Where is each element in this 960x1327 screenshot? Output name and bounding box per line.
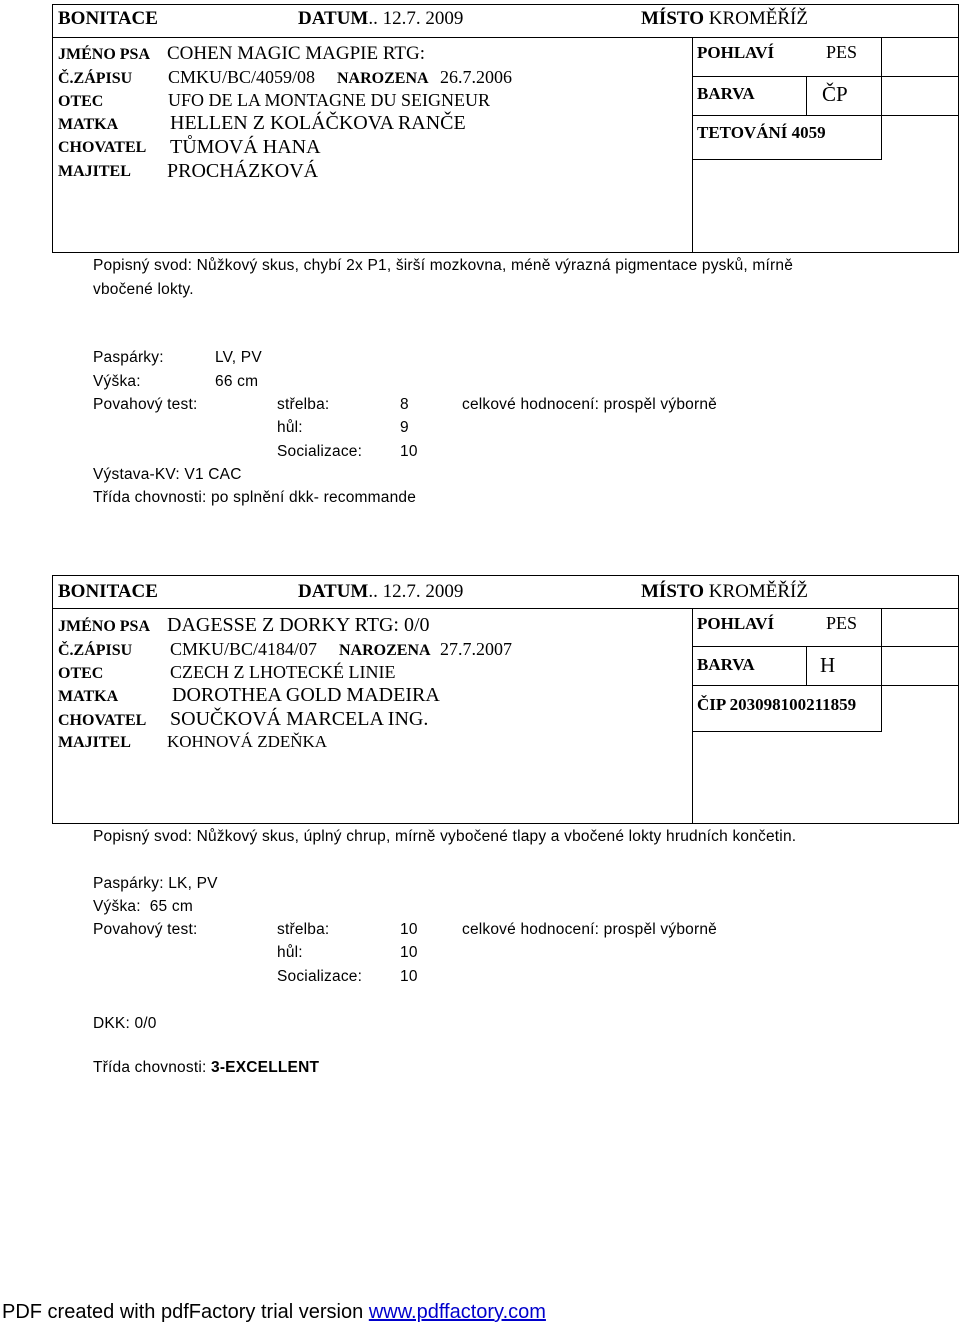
vyska-value: 66 cm [215, 373, 259, 390]
matka-label: MATKA [58, 116, 119, 133]
record-2-side-rule-2 [692, 685, 959, 686]
misto-label: MÍSTO [641, 8, 705, 29]
cip-value: 203098100211859 [729, 695, 857, 714]
datum-field [298, 8, 463, 30]
record-1-divider [692, 37, 693, 253]
datum-value: .. 12.7. 2009 [368, 581, 464, 602]
pdf-footer [2, 1301, 546, 1324]
chovatel-label: CHOVATEL [58, 712, 147, 729]
otec-label: OTEC [58, 93, 104, 110]
jmeno-label: JMÉNO PSA [58, 618, 150, 635]
footer-text: PDF created with pdfFactory trial version [2, 1301, 364, 1323]
strelba-label: střelba: [277, 396, 330, 413]
socializace-value: 10 [400, 443, 418, 460]
chovatel-value: TŮMOVÁ HANA [170, 136, 321, 158]
majitel-value: PROCHÁZKOVÁ [167, 160, 319, 182]
pohlavi-value: PES [826, 42, 858, 62]
record-1-side-rule-2 [692, 115, 959, 116]
record-2-side-rule-1 [692, 646, 959, 647]
trida-label: Třída chovnosti: [93, 1059, 207, 1076]
celkove-hodnoceni: celkové hodnocení: prospěl výborně [462, 921, 717, 938]
hul-label: hůl: [277, 944, 303, 961]
vystava: Výstava-KV: V1 CAC [93, 466, 242, 483]
record-2-divider [692, 608, 693, 824]
barva-value: ČP [822, 82, 848, 106]
barva-value: H [820, 653, 836, 677]
socializace-label: Socializace: [277, 968, 363, 985]
trida-chovnosti: Třída chovnosti: po splnění dkk- recommande [93, 489, 417, 506]
vyska: Výška: 65 cm [93, 898, 193, 915]
strelba-label: střelba: [277, 921, 330, 938]
paspárky-value: LV, PV [215, 349, 262, 366]
jmeno-value: COHEN MAGIC MAGPIE RTG: [167, 43, 426, 64]
pohlavi-label: POHLAVÍ [697, 614, 775, 633]
zapisu-label: Č.ZÁPISU [58, 70, 133, 87]
misto-value: KROMĚŘÍŽ [708, 8, 808, 29]
majitel-label: MAJITEL [58, 163, 131, 180]
socializace-label: Socializace: [277, 443, 363, 460]
hul-value: 10 [400, 944, 418, 961]
zapisu-value: CMKU/BC/4184/07 [170, 639, 318, 659]
record-2-side-rule-3 [692, 731, 882, 732]
narozena-label: NAROZENA [337, 70, 429, 87]
chovatel-value: SOUČKOVÁ MARCELA ING. [170, 708, 429, 730]
barva-label: BARVA [697, 655, 755, 674]
record-1-side-rule-5 [881, 37, 882, 159]
record-2-header-box [52, 575, 959, 609]
datum-field [298, 581, 463, 603]
majitel-value: KOHNOVÁ ZDEŇKA [167, 732, 328, 751]
datum-label: DATUM [298, 581, 369, 602]
popis-svod-line-2: vbočené lokty. [93, 281, 194, 298]
tetovani-label: TETOVÁNÍ [697, 123, 788, 142]
paspárky-label: Paspárky: [93, 349, 164, 366]
misto-field [641, 581, 808, 603]
popis-svod-line-1: Popisný svod: Nůžkový skus, úplný chrup, mírně vybočené tlapy a vbočené lokty hrudních končetin. [93, 828, 797, 845]
bonitace-label: BONITACE [58, 581, 158, 602]
otec-value: UFO DE LA MONTAGNE DU SEIGNEUR [168, 90, 491, 110]
record-2-side-rule-5 [881, 608, 882, 731]
narozena-value: 27.7.2007 [440, 639, 512, 659]
zapisu-value: CMKU/BC/4059/08 [168, 67, 316, 87]
pohlavi-value: PES [826, 613, 858, 633]
hul-value: 9 [400, 419, 409, 436]
narozena-value: 26.7.2006 [440, 67, 512, 87]
misto-value: KROMĚŘÍŽ [708, 581, 808, 602]
majitel-label: MAJITEL [58, 734, 131, 751]
strelba-value: 8 [400, 396, 409, 413]
datum-value: .. 12.7. 2009 [368, 8, 464, 29]
chovatel-label: CHOVATEL [58, 139, 147, 156]
matka-value: DOROTHEA GOLD MADEIRA [172, 684, 440, 706]
jmeno-label: JMÉNO PSA [58, 46, 150, 63]
barva-label: BARVA [697, 84, 755, 103]
datum-label: DATUM [298, 8, 369, 29]
otec-label: OTEC [58, 665, 104, 682]
record-1-side-rule-4 [806, 76, 807, 115]
dkk: DKK: 0/0 [93, 1015, 157, 1032]
strelba-value: 10 [400, 921, 418, 938]
tetovani-value: 4059 [791, 123, 826, 142]
povahovy-test-label: Povahový test: [93, 396, 198, 413]
jmeno-value: DAGESSE Z DORKY RTG: 0/0 [167, 614, 430, 636]
zapisu-label: Č.ZÁPISU [58, 642, 133, 659]
tetovani-field [697, 123, 826, 143]
record-2-side-rule-4 [806, 646, 807, 685]
misto-label: MÍSTO [641, 581, 705, 602]
record-1-side-rule-3 [692, 159, 882, 160]
celkove-hodnoceni: celkové hodnocení: prospěl výborně [462, 396, 717, 413]
trida-value: 3-EXCELLENT [211, 1059, 320, 1076]
narozena-label: NAROZENA [339, 642, 431, 659]
paspárky: Paspárky: LK, PV [93, 875, 218, 892]
pohlavi-label: POHLAVÍ [697, 43, 775, 62]
matka-value: HELLEN Z KOLÁČKOVA RANČE [170, 112, 466, 134]
record-1-side-rule-1 [692, 76, 959, 77]
matka-label: MATKA [58, 688, 119, 705]
bonitace-label: BONITACE [58, 8, 158, 29]
cip-field [697, 695, 856, 715]
misto-field [641, 8, 808, 30]
povahovy-test-label: Povahový test: [93, 921, 198, 938]
trida-chovnosti [93, 1059, 319, 1077]
cip-label: ČIP [697, 695, 726, 714]
record-1-header-box [52, 4, 959, 38]
footer-link[interactable]: www.pdffactory.com [368, 1301, 546, 1323]
hul-label: hůl: [277, 419, 303, 436]
popis-svod-line-1: Popisný svod: Nůžkový skus, chybí 2x P1, širší mozkovna, méně výrazná pigmentace pysků, mírně [93, 257, 794, 274]
otec-value: CZECH Z LHOTECKÉ LINIE [170, 662, 396, 682]
socializace-value: 10 [400, 968, 418, 985]
vyska-label: Výška: [93, 373, 141, 390]
